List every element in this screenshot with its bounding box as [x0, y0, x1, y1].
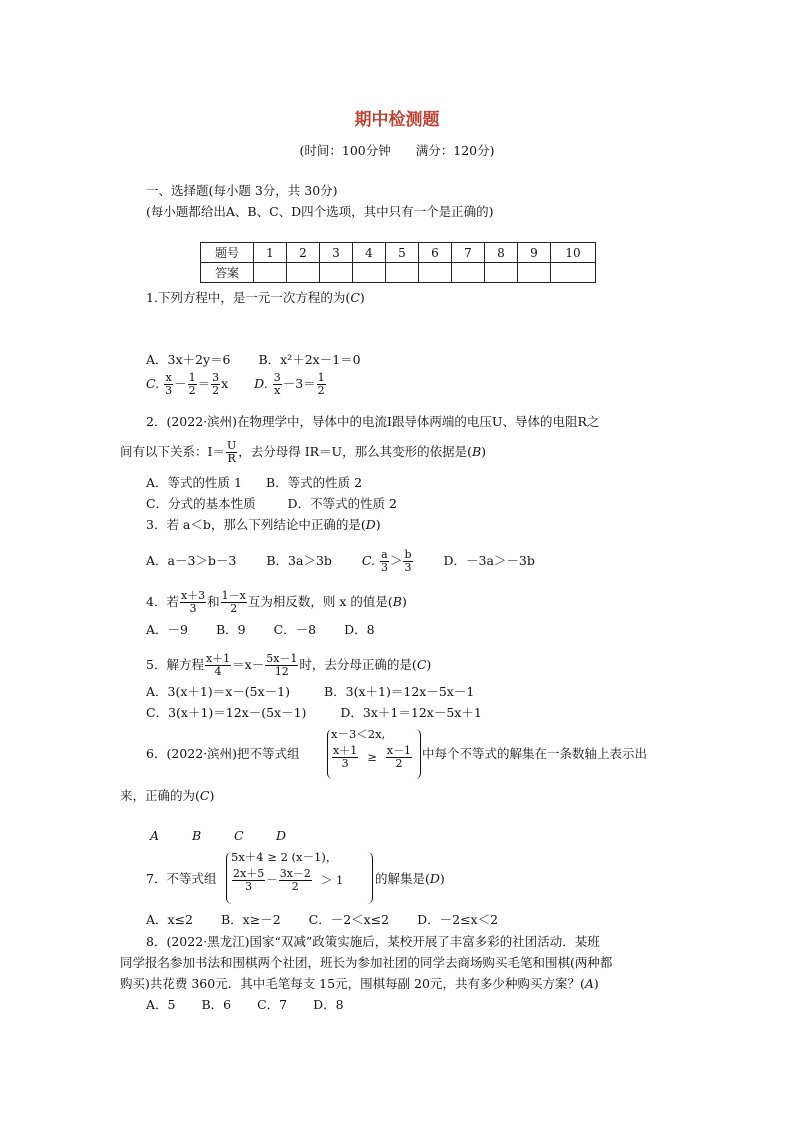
- cell-number: 7: [452, 243, 485, 263]
- question-6-line-2: 来，正确的为(C): [120, 788, 215, 803]
- fraction: $\frac{x+1}{3}$: [333, 744, 358, 770]
- option-b: B．3a＞3b: [266, 553, 332, 568]
- right-brace: [414, 729, 421, 779]
- figure-label-b: B: [192, 828, 202, 843]
- option-a: A．3(x＋1)＝x－(5x－1): [146, 684, 290, 699]
- fraction: $\frac{b}{3}$: [404, 548, 412, 574]
- cell-number: 8: [485, 243, 518, 263]
- option-b: B．6: [201, 997, 232, 1012]
- page-title: 期中检测题: [354, 110, 440, 130]
- answer-letter: C: [350, 290, 360, 305]
- option-a: A．3x＋2y＝6: [146, 352, 231, 367]
- answer-letter: C: [199, 788, 210, 803]
- fraction: $\frac{5x-1}{12}$: [266, 652, 298, 678]
- fraction: $\frac{1}{2}$: [317, 371, 325, 397]
- answer-cell[interactable]: [551, 263, 596, 283]
- answer-letter: D: [365, 517, 376, 532]
- answer-letter: B: [392, 594, 402, 609]
- option-c-label: C.: [361, 553, 375, 568]
- option-b: B．x²＋2x－1＝0: [258, 352, 361, 367]
- paren-close: ): [359, 290, 365, 305]
- exam-info: (时间：100分钟 满分：120分): [299, 143, 495, 158]
- option-d-label: D.: [254, 376, 268, 391]
- inequality-2: $\frac{x+1}{3}$ ≥ $\frac{x-1}{2}$: [333, 744, 412, 770]
- question-text: 1.下列方程中，是一元一次方程的为(: [146, 290, 351, 305]
- question-2-options-cd: [146, 496, 397, 512]
- cell-number: 1: [254, 243, 287, 263]
- answer-cell[interactable]: [287, 263, 320, 283]
- option-d: D．不等式的性质 2: [287, 496, 397, 511]
- question-1-options-cd: C. $\frac{x}{3}$ － $\frac{1}{2}$ ＝ $\frac{3}{2}$ x D. $\frac{3}{x}$ －3＝ $\frac{1}{2}$: [146, 371, 325, 397]
- answer-row: [201, 263, 596, 283]
- question-6-post: 中每个不等式的解集在一条数轴上表示出: [422, 746, 648, 761]
- answer-letter: D: [429, 871, 440, 886]
- fraction: $\frac{2x+5}{3}$: [233, 867, 265, 893]
- fraction: $\frac{3x-2}{2}$: [279, 867, 311, 893]
- section-heading: 一、选择题(每小题 3分，共 30分): [146, 183, 338, 198]
- question-4-stem: 4．若 $\frac{x+3}{3}$ 和 $\frac{1-x}{2}$ 互为相反数，则 x 的值是(B): [146, 589, 407, 615]
- question-7-options: [146, 912, 498, 928]
- option-b: B．3(x＋1)＝12x－5x－1: [323, 684, 475, 699]
- figure-label-a: A: [150, 828, 160, 843]
- question-number-row: [201, 243, 596, 263]
- option-c-label: C.: [146, 376, 160, 391]
- fraction: $\frac{1-x}{2}$: [221, 589, 246, 615]
- question-8-options: [146, 997, 344, 1013]
- answer-cell[interactable]: [353, 263, 386, 283]
- fraction: $\frac{x}{3}$: [165, 371, 173, 397]
- row-label-number: 题号: [201, 243, 254, 263]
- inequality-2: $\frac{2x+5}{3}$ － $\frac{3x-2}{2}$ ＞ 1: [233, 867, 344, 893]
- question-5-stem: 5．解方程 $\frac{x+1}{4}$ ＝x－ $\frac{5x-1}{12}$ 时，去分母正确的是(C): [146, 652, 432, 678]
- fraction: $\frac{3}{2}$: [212, 371, 220, 397]
- question-1-options-ab: [146, 352, 361, 368]
- answer-letter: B: [471, 444, 482, 459]
- option-b: B．9: [215, 622, 246, 637]
- fraction: $\frac{3}{x}$: [273, 371, 281, 397]
- option-d: D．－3a＞－3b: [443, 553, 535, 568]
- question-8-line-2: 同学报名参加书法和围棋两个社团，班长为参加社团的同学去商场购买毛笔和围棋(两种都: [120, 955, 613, 970]
- fraction: $\frac{U}{R}$: [226, 439, 237, 465]
- question-5-options-cd: [146, 705, 482, 721]
- inequality-1: x－3＜2x,: [331, 727, 386, 741]
- option-d: D．8: [313, 997, 344, 1012]
- option-b: B．等式的性质 2: [265, 475, 363, 490]
- fraction: $\frac{x-1}{2}$: [386, 744, 412, 770]
- answer-cell[interactable]: [386, 263, 419, 283]
- answer-letter: C: [416, 657, 427, 672]
- option-d: D．－2≤x＜2: [417, 912, 499, 927]
- cell-number: 10: [551, 243, 596, 263]
- inequality-1: 5x＋4 ≥ 2 (x－1)，: [231, 850, 338, 864]
- cell-number: 9: [518, 243, 551, 263]
- option-a: A．x≤2: [146, 912, 194, 927]
- question-8-line-3: 购买)共花费 360元．其中毛笔每支 15元，围棋每副 20元，共有多少种购买方案？(A): [120, 976, 599, 991]
- question-3-options: A．a－3＞b－3 B．3a＞3b C. $\frac{a}{3}$ ＞ $\frac{b}{3}$ D．－3a＞－3b: [146, 548, 535, 574]
- question-1-stem: [146, 290, 365, 306]
- figure-label-c: C: [234, 828, 244, 843]
- option-c: C．－8: [273, 622, 317, 637]
- question-7-pre: 7．不等式组: [146, 871, 217, 886]
- row-label-answer: 答案: [201, 263, 254, 283]
- option-c: C．－2＜x≤2: [308, 912, 390, 927]
- option-a: A．等式的性质 1: [146, 475, 242, 490]
- question-4-options: [146, 622, 375, 638]
- answer-letter: A: [584, 976, 594, 991]
- cell-number: 2: [287, 243, 320, 263]
- answer-cell[interactable]: [254, 263, 287, 283]
- option-c: C．7: [257, 997, 288, 1012]
- answer-cell[interactable]: [320, 263, 353, 283]
- question-7-post: 的解集是(D): [375, 871, 445, 886]
- cell-number: 4: [353, 243, 386, 263]
- section-note: (每小题都给出A、B、C、D四个选项，其中只有一个是正确的): [146, 204, 494, 219]
- answer-cell[interactable]: [419, 263, 452, 283]
- option-c: C．分式的基本性质: [146, 496, 256, 511]
- question-2-line-2: 间有以下关系：I＝ $\frac{U}{R}$ ，去分母得 IR＝U，那么其变形的依据是(B): [120, 439, 487, 465]
- fraction: $\frac{x+3}{3}$: [180, 589, 206, 615]
- option-c: C．3(x＋1)＝12x－(5x－1): [146, 705, 307, 720]
- cell-number: 5: [386, 243, 419, 263]
- option-a: A．a－3＞b－3: [146, 553, 237, 568]
- fraction: $\frac{x+1}{4}$: [205, 652, 231, 678]
- answer-cell[interactable]: [452, 263, 485, 283]
- option-d: D．8: [344, 622, 375, 637]
- option-d: D．3x＋1＝12x－5x＋1: [340, 705, 482, 720]
- question-2-line-1: 2．(2022·滨州)在物理学中，导体中的电流Ⅰ跟导体两端的电压U、导体的电阻R之: [146, 414, 600, 429]
- answer-cell[interactable]: [485, 263, 518, 283]
- question-5-options-ab: [146, 684, 474, 700]
- cell-number: 3: [320, 243, 353, 263]
- question-2-options-ab: [146, 475, 362, 491]
- option-b: B．x≥－2: [220, 912, 281, 927]
- figure-label-d: D: [276, 828, 287, 843]
- fraction: $\frac{1}{2}$: [188, 371, 196, 397]
- question-3-stem: 3．若 a＜b，那么下列结论中正确的是(D): [146, 517, 381, 532]
- right-brace: [366, 852, 373, 904]
- fraction: $\frac{a}{3}$: [380, 548, 388, 574]
- question-8-line-1: 8．(2022·黑龙江)国家“双减”政策实施后，某校开展了丰富多彩的社团活动．某班: [146, 934, 600, 949]
- question-6-pre: 6．(2022·滨州)把不等式组: [146, 746, 300, 761]
- option-a: A．－9: [146, 622, 188, 637]
- option-a: A．5: [146, 997, 176, 1012]
- cell-number: 6: [419, 243, 452, 263]
- answer-table: [200, 242, 596, 283]
- answer-cell[interactable]: [518, 263, 551, 283]
